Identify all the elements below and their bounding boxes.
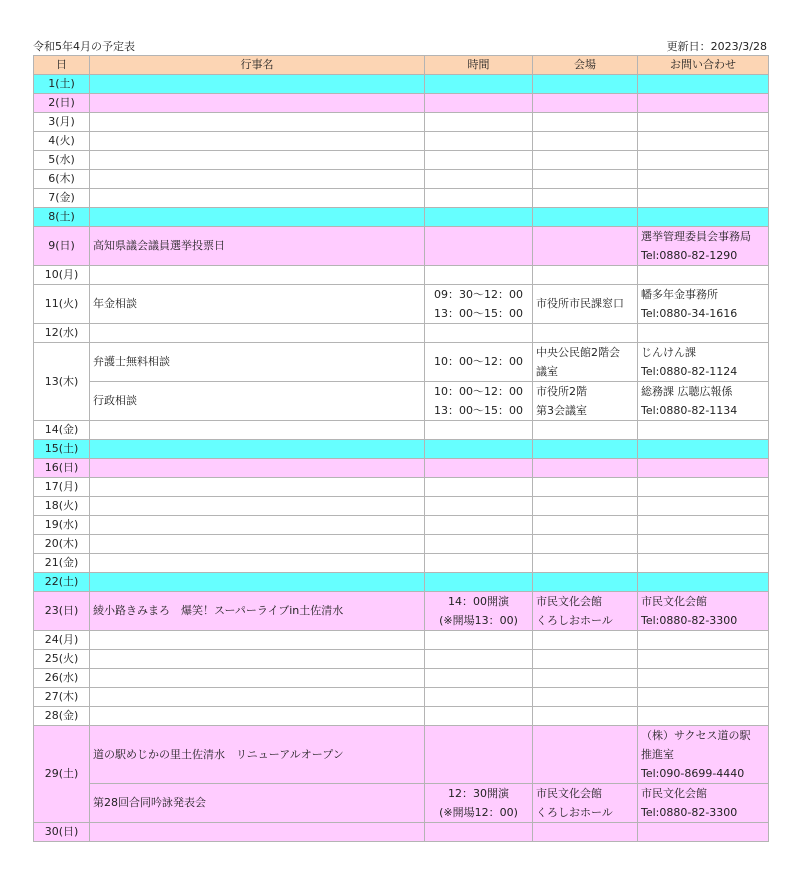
- day-cell: 11(火): [34, 285, 90, 324]
- time-line: 13：00～15：00: [434, 404, 523, 417]
- venue-cell: 市役所市民課窓口: [533, 285, 638, 324]
- contact-line: Tel:0880-82-1134: [641, 404, 738, 417]
- contact-cell: [638, 343, 769, 382]
- time-cell: [425, 285, 533, 324]
- time-line: (※開場13：00): [439, 614, 518, 627]
- table-row: [34, 516, 769, 535]
- day-cell: 26(水): [34, 669, 90, 688]
- table-row: [34, 170, 769, 189]
- updated-date: 更新日：2023/3/28: [666, 40, 767, 53]
- contact-line: 総務課 広聴広報係: [641, 385, 733, 398]
- day-cell: 12(水): [34, 324, 90, 343]
- table-row: [34, 113, 769, 132]
- table-row: [34, 151, 769, 170]
- day-cell: 7(金): [34, 189, 90, 208]
- venue-cell: [533, 343, 638, 382]
- contact-cell: [638, 784, 769, 823]
- table-row: [34, 324, 769, 343]
- table-row: [34, 343, 769, 382]
- table-row: [34, 650, 769, 669]
- contact-line: 市民文化会館: [641, 595, 707, 608]
- page-header: [33, 38, 767, 54]
- table-row: [34, 440, 769, 459]
- schedule-body: [34, 75, 769, 842]
- day-cell: 23(日): [34, 592, 90, 631]
- contact-cell: [638, 285, 769, 324]
- event-name: 行政相談: [90, 382, 425, 421]
- venue-cell: [533, 382, 638, 421]
- event-name: 弁護士無料相談: [90, 343, 425, 382]
- contact-cell: [638, 726, 769, 784]
- day-cell: 6(木): [34, 170, 90, 189]
- col-header-event: 行事名: [90, 56, 425, 75]
- table-row: [34, 478, 769, 497]
- day-cell: 16(日): [34, 459, 90, 478]
- venue-line: 第3会議室: [536, 404, 587, 417]
- time-cell: [425, 784, 533, 823]
- day-cell: 28(金): [34, 707, 90, 726]
- col-header-day: 日: [34, 56, 90, 75]
- contact-line: （株）サクセス道の駅: [641, 729, 751, 742]
- table-row: [34, 707, 769, 726]
- contact-cell: [638, 592, 769, 631]
- table-row: [34, 688, 769, 707]
- day-cell: 24(月): [34, 631, 90, 650]
- table-row: [34, 132, 769, 151]
- table-row: [34, 285, 769, 324]
- contact-line: Tel:0880-82-3300: [641, 614, 738, 627]
- schedule-table: [33, 55, 769, 842]
- event-name: 高知県議会議員選挙投票日: [90, 227, 425, 266]
- venue-line: 市民文化会館: [536, 595, 602, 608]
- col-header-contact: お問い合わせ: [638, 56, 769, 75]
- day-cell: 14(金): [34, 421, 90, 440]
- event-name: 年金相談: [90, 285, 425, 324]
- day-cell: 8(土): [34, 208, 90, 227]
- table-row: [34, 75, 769, 94]
- day-cell: 1(土): [34, 75, 90, 94]
- day-cell: 19(水): [34, 516, 90, 535]
- table-row: [34, 382, 769, 421]
- table-row: [34, 573, 769, 592]
- contact-line: 推進室: [641, 748, 674, 761]
- table-row: [34, 94, 769, 113]
- day-cell: 17(月): [34, 478, 90, 497]
- contact-line: 選挙管理委員会事務局: [641, 230, 751, 243]
- table-row: [34, 669, 769, 688]
- time-cell: [425, 382, 533, 421]
- table-row: [34, 227, 769, 266]
- time-line: 14：00開演: [448, 595, 509, 608]
- table-row: [34, 208, 769, 227]
- contact-line: じんけん課: [641, 346, 696, 359]
- time-cell: 10：00～12：00: [425, 343, 533, 382]
- table-header-row: [34, 56, 769, 75]
- day-cell: 22(土): [34, 573, 90, 592]
- day-cell: 10(月): [34, 266, 90, 285]
- table-row: [34, 726, 769, 784]
- day-cell: 27(木): [34, 688, 90, 707]
- table-row: [34, 592, 769, 631]
- day-cell: 9(日): [34, 227, 90, 266]
- table-row: [34, 459, 769, 478]
- event-name: 第28回合同吟詠発表会: [90, 784, 425, 823]
- day-cell: 21(金): [34, 554, 90, 573]
- time-cell: [425, 592, 533, 631]
- table-row: [34, 631, 769, 650]
- day-cell: 5(水): [34, 151, 90, 170]
- table-row: [34, 421, 769, 440]
- contact-line: Tel:0880-82-1124: [641, 365, 738, 378]
- col-header-venue: 会場: [533, 56, 638, 75]
- event-name: 綾小路きみまろ 爆笑！スーパーライブin土佐清水: [90, 592, 425, 631]
- day-cell: 2(日): [34, 94, 90, 113]
- contact-line: Tel:0880-82-1290: [641, 249, 738, 262]
- contact-cell: [638, 382, 769, 421]
- venue-line: 市民文化会館: [536, 787, 602, 800]
- day-cell: 30(日): [34, 823, 90, 842]
- contact-line: Tel:090-8699-4440: [641, 767, 745, 780]
- table-row: [34, 189, 769, 208]
- table-row: [34, 266, 769, 285]
- venue-line: 中央公民館2階会: [536, 346, 620, 359]
- col-header-time: 時間: [425, 56, 533, 75]
- time-line: 10：00～12：00: [434, 385, 523, 398]
- table-row: [34, 497, 769, 516]
- day-cell: 29(土): [34, 726, 90, 823]
- time-line: (※開場12：00): [439, 806, 518, 819]
- day-cell: 3(月): [34, 113, 90, 132]
- table-row: [34, 784, 769, 823]
- time-line: 13：00～15：00: [434, 307, 523, 320]
- venue-line: 市役所2階: [536, 385, 587, 398]
- day-cell: 25(火): [34, 650, 90, 669]
- table-row: [34, 535, 769, 554]
- venue-cell: [533, 784, 638, 823]
- contact-cell: [638, 227, 769, 266]
- time-line: 12：30開演: [448, 787, 509, 800]
- table-row: [34, 554, 769, 573]
- venue-line: くろしおホール: [536, 806, 613, 819]
- venue-cell: [533, 592, 638, 631]
- contact-line: Tel:0880-34-1616: [641, 307, 738, 320]
- contact-line: 市民文化会館: [641, 787, 707, 800]
- contact-line: 幡多年金事務所: [641, 288, 718, 301]
- day-cell: 18(火): [34, 497, 90, 516]
- table-row: [34, 823, 769, 842]
- day-cell: 13(木): [34, 343, 90, 421]
- venue-line: 議室: [536, 365, 558, 378]
- time-line: 09：30～12：00: [434, 288, 523, 301]
- day-cell: 4(火): [34, 132, 90, 151]
- day-cell: 20(木): [34, 535, 90, 554]
- page-title: 令和5年4月の予定表: [33, 40, 135, 53]
- event-name: 道の駅めじかの里土佐清水 リニューアルオープン: [90, 726, 425, 784]
- contact-line: Tel:0880-82-3300: [641, 806, 738, 819]
- venue-line: くろしおホール: [536, 614, 613, 627]
- day-cell: 15(土): [34, 440, 90, 459]
